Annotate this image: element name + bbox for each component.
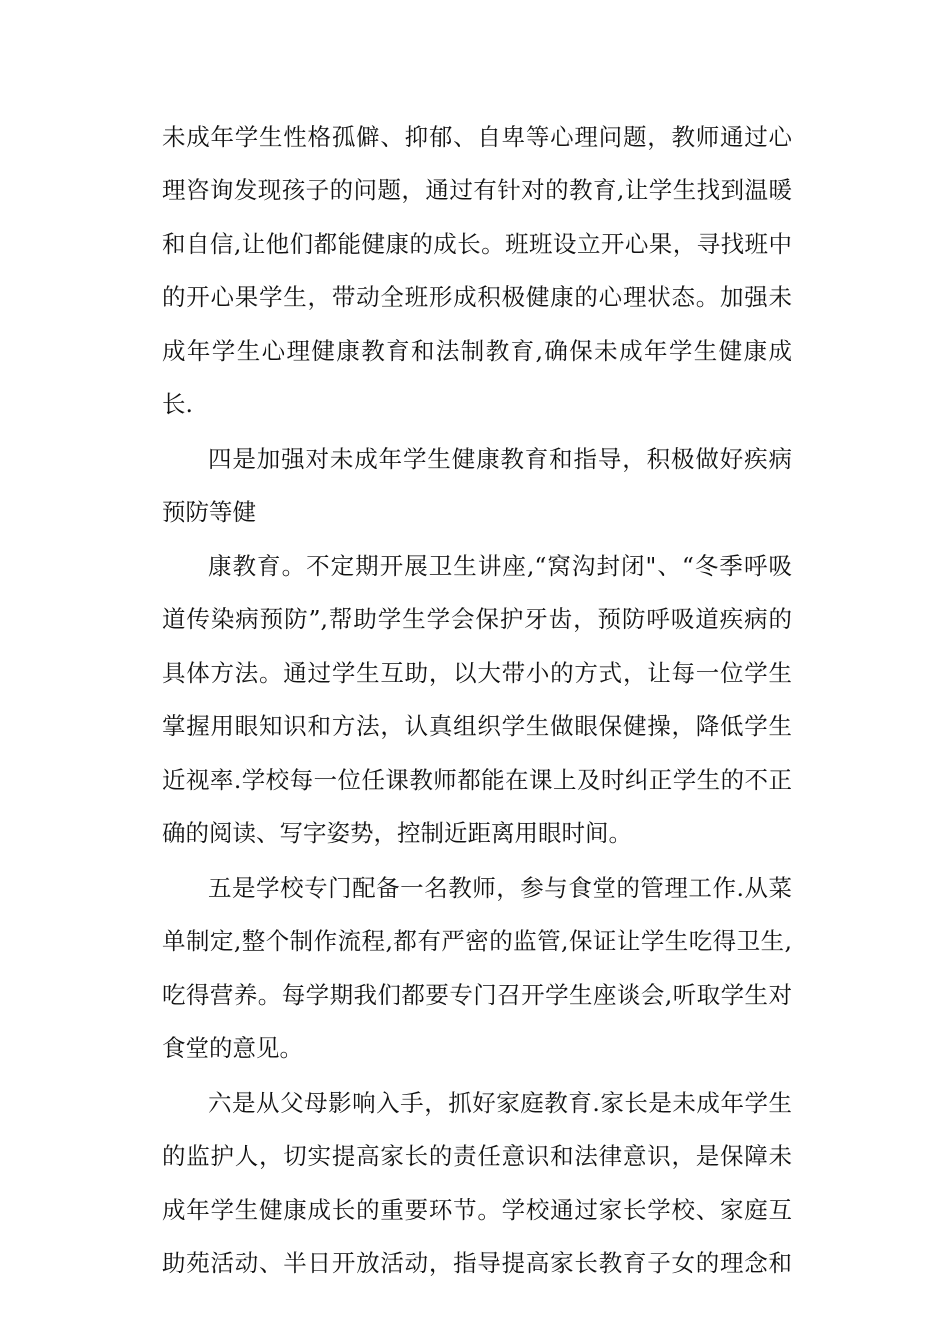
text-line: 道传染病预防”,帮助学生学会保护牙齿，预防呼吸道疾病的 — [162, 605, 792, 633]
paragraph-start-line: 四是加强对未成年学生健康教育和指导，积极做好疾病 — [208, 445, 792, 473]
text-line: 掌握用眼知识和方法，认真组织学生做眼保健操，降低学生 — [162, 712, 792, 740]
text-line: 近视率.学校每一位任课教师都能在课上及时纠正学生的不正 — [162, 766, 792, 794]
text-line: 的开心果学生，带动全班形成积极健康的心理状态。加强未 — [162, 283, 792, 311]
text-line: 食堂的意见。 — [162, 1034, 303, 1062]
text-line: 长. — [162, 390, 193, 418]
paragraph-start-line: 康教育。不定期开展卫生讲座,“窝沟封闭"、“冬季呼吸 — [208, 552, 792, 580]
text-line: 确的阅读、写字姿势，控制近距离用眼时间。 — [162, 819, 632, 847]
text-line: 的监护人，切实提高家长的责任意识和法律意识，是保障未 — [162, 1142, 792, 1170]
paragraph-start-line: 五是学校专门配备一名教师，参与食堂的管理工作.从菜 — [208, 874, 792, 902]
text-line: 助苑活动、半日开放活动，指导提高家长教育子女的理念和 — [162, 1249, 792, 1277]
text-line: 和自信,让他们都能健康的成长。班班设立开心果，寻找班中 — [162, 230, 792, 258]
text-line: 具体方法。通过学生互助，以大带小的方式，让每一位学生 — [162, 659, 792, 687]
text-line: 预防等健 — [162, 498, 256, 526]
paragraph-start-line: 六是从父母影响入手，抓好家庭教育.家长是未成年学生 — [208, 1089, 792, 1117]
text-line: 成年学生健康成长的重要环节。学校通过家长学校、家庭互 — [162, 1196, 792, 1224]
text-line: 单制定,整个制作流程,都有严密的监管,保证让学生吃得卫生, — [162, 927, 792, 955]
text-line: 未成年学生性格孤僻、抑郁、自卑等心理问题，教师通过心 — [162, 123, 792, 151]
text-line: 吃得营养。每学期我们都要专门召开学生座谈会,听取学生对 — [162, 981, 792, 1009]
text-line: 成年学生心理健康教育和法制教育,确保未成年学生健康成 — [162, 337, 792, 365]
text-line: 理咨询发现孩子的问题，通过有针对的教育,让学生找到温暖 — [162, 176, 792, 204]
